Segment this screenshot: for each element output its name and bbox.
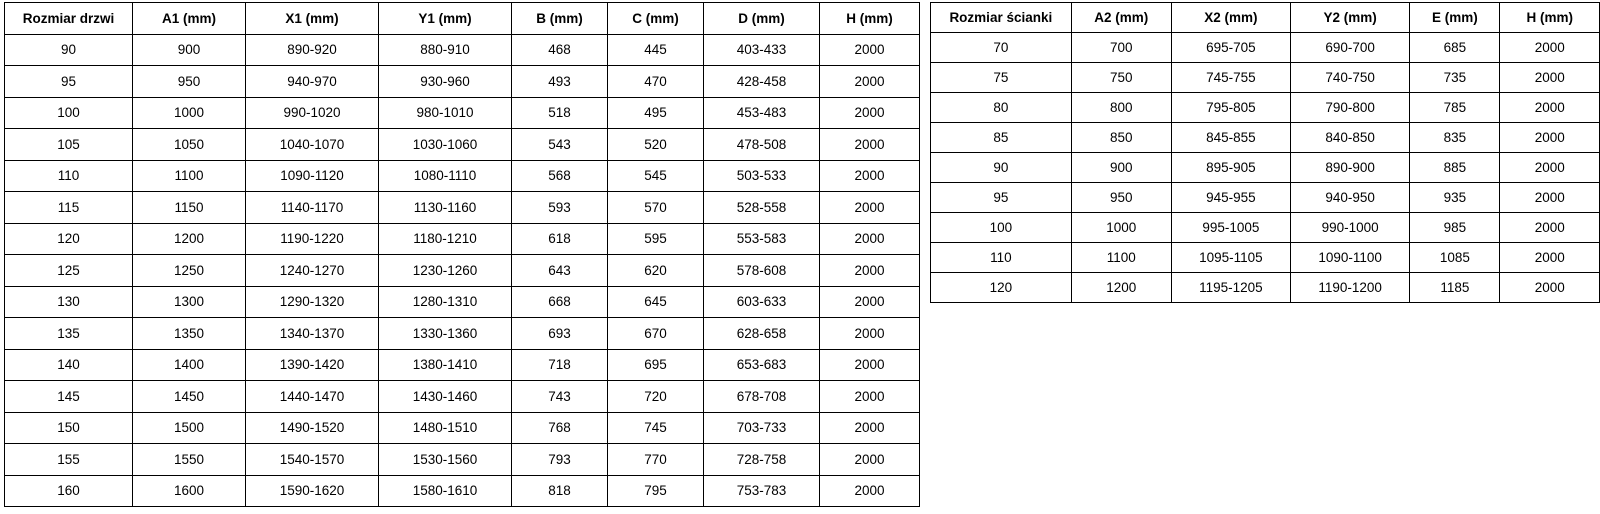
walls-cell: 840-850: [1291, 123, 1410, 153]
doors-cell: 160: [5, 475, 133, 507]
doors-cell: 553-583: [704, 223, 820, 255]
walls-cell: 940-950: [1291, 183, 1410, 213]
table-row: [931, 153, 1600, 183]
walls-cell: 1190-1200: [1291, 273, 1410, 303]
doors-cell: 470: [608, 66, 704, 98]
doors-cell: 900: [133, 34, 246, 66]
doors-cell: 130: [5, 286, 133, 318]
doors-cell: 745: [608, 412, 704, 444]
doors-cell: 645: [608, 286, 704, 318]
doors-cell: 1030-1060: [379, 129, 512, 161]
doors-cell: 593: [512, 192, 608, 224]
doors-cell: 1190-1220: [246, 223, 379, 255]
walls-cell: 685: [1410, 33, 1500, 63]
table-row: [5, 160, 920, 192]
walls-cell: 800: [1071, 93, 1171, 123]
doors-cell: 940-970: [246, 66, 379, 98]
doors-cell: 568: [512, 160, 608, 192]
walls-cell: 745-755: [1171, 63, 1290, 93]
walls-column-header: Rozmiar ścianki: [931, 3, 1072, 33]
doors-cell: 1000: [133, 97, 246, 129]
table-row: [5, 349, 920, 381]
walls-cell: 2000: [1500, 183, 1600, 213]
doors-cell: 1590-1620: [246, 475, 379, 507]
doors-dimensions-table: [4, 2, 920, 507]
doors-column-header: B (mm): [512, 3, 608, 35]
table-row: [931, 273, 1600, 303]
table-row: [5, 475, 920, 507]
walls-cell: 835: [1410, 123, 1500, 153]
table-row: [931, 33, 1600, 63]
doors-cell: 2000: [820, 349, 920, 381]
doors-cell: 2000: [820, 255, 920, 287]
doors-cell: 2000: [820, 318, 920, 350]
doors-cell: 653-683: [704, 349, 820, 381]
walls-cell: 895-905: [1171, 153, 1290, 183]
walls-cell: 735: [1410, 63, 1500, 93]
table-row: [5, 34, 920, 66]
table-row: [5, 318, 920, 350]
doors-column-header: Rozmiar drzwi: [5, 3, 133, 35]
walls-cell: 885: [1410, 153, 1500, 183]
walls-cell: 935: [1410, 183, 1500, 213]
doors-cell: 140: [5, 349, 133, 381]
walls-cell: 990-1000: [1291, 213, 1410, 243]
doors-cell: 95: [5, 66, 133, 98]
doors-cell: 1350: [133, 318, 246, 350]
walls-cell: 690-700: [1291, 33, 1410, 63]
doors-cell: 628-658: [704, 318, 820, 350]
doors-cell: 2000: [820, 66, 920, 98]
walls-cell: 70: [931, 33, 1072, 63]
doors-cell: 1040-1070: [246, 129, 379, 161]
doors-table-header: [5, 3, 920, 35]
doors-cell: 403-433: [704, 34, 820, 66]
table-row: [5, 255, 920, 287]
doors-cell: 445: [608, 34, 704, 66]
doors-cell: 1340-1370: [246, 318, 379, 350]
doors-cell: 1050: [133, 129, 246, 161]
doors-cell: 543: [512, 129, 608, 161]
doors-cell: 1380-1410: [379, 349, 512, 381]
walls-cell: 1100: [1071, 243, 1171, 273]
walls-dimensions-table-container: [930, 2, 1600, 303]
doors-cell: 795: [608, 475, 704, 507]
walls-cell: 1185: [1410, 273, 1500, 303]
doors-cell: 428-458: [704, 66, 820, 98]
doors-cell: 493: [512, 66, 608, 98]
doors-cell: 693: [512, 318, 608, 350]
doors-cell: 990-1020: [246, 97, 379, 129]
doors-cell: 950: [133, 66, 246, 98]
walls-cell: 100: [931, 213, 1072, 243]
walls-cell: 890-900: [1291, 153, 1410, 183]
doors-cell: 1490-1520: [246, 412, 379, 444]
doors-cell: 890-920: [246, 34, 379, 66]
walls-cell: 95: [931, 183, 1072, 213]
walls-cell: 2000: [1500, 63, 1600, 93]
walls-cell: 90: [931, 153, 1072, 183]
doors-cell: 2000: [820, 223, 920, 255]
table-header-row: [931, 3, 1600, 33]
table-row: [931, 183, 1600, 213]
doors-cell: 545: [608, 160, 704, 192]
doors-cell: 2000: [820, 412, 920, 444]
walls-cell: 945-955: [1171, 183, 1290, 213]
walls-cell: 850: [1071, 123, 1171, 153]
doors-cell: 1240-1270: [246, 255, 379, 287]
doors-cell: 930-960: [379, 66, 512, 98]
walls-cell: 1095-1105: [1171, 243, 1290, 273]
doors-cell: 105: [5, 129, 133, 161]
doors-cell: 1430-1460: [379, 381, 512, 413]
walls-cell: 1195-1205: [1171, 273, 1290, 303]
walls-cell: 1085: [1410, 243, 1500, 273]
doors-table-body: [5, 34, 920, 507]
doors-cell: 1150: [133, 192, 246, 224]
doors-cell: 120: [5, 223, 133, 255]
doors-cell: 703-733: [704, 412, 820, 444]
doors-cell: 770: [608, 444, 704, 476]
doors-cell: 1540-1570: [246, 444, 379, 476]
walls-cell: 950: [1071, 183, 1171, 213]
walls-cell: 2000: [1500, 273, 1600, 303]
table-row: [931, 123, 1600, 153]
table-header-row: [5, 3, 920, 35]
doors-cell: 668: [512, 286, 608, 318]
walls-table-header: [931, 3, 1600, 33]
doors-cell: 520: [608, 129, 704, 161]
doors-cell: 1440-1470: [246, 381, 379, 413]
table-row: [5, 97, 920, 129]
walls-cell: 795-805: [1171, 93, 1290, 123]
doors-cell: 620: [608, 255, 704, 287]
table-row: [5, 381, 920, 413]
doors-cell: 2000: [820, 129, 920, 161]
doors-cell: 595: [608, 223, 704, 255]
doors-cell: 1250: [133, 255, 246, 287]
walls-cell: 75: [931, 63, 1072, 93]
doors-column-header: C (mm): [608, 3, 704, 35]
doors-cell: 643: [512, 255, 608, 287]
doors-cell: 468: [512, 34, 608, 66]
walls-cell: 2000: [1500, 123, 1600, 153]
table-row: [931, 243, 1600, 273]
table-row: [931, 63, 1600, 93]
doors-cell: 1480-1510: [379, 412, 512, 444]
doors-cell: 2000: [820, 160, 920, 192]
doors-cell: 618: [512, 223, 608, 255]
doors-cell: 1090-1120: [246, 160, 379, 192]
doors-cell: 980-1010: [379, 97, 512, 129]
doors-cell: 453-483: [704, 97, 820, 129]
doors-cell: 818: [512, 475, 608, 507]
doors-column-header: Y1 (mm): [379, 3, 512, 35]
doors-cell: 1450: [133, 381, 246, 413]
walls-cell: 85: [931, 123, 1072, 153]
walls-column-header: H (mm): [1500, 3, 1600, 33]
doors-cell: 728-758: [704, 444, 820, 476]
walls-cell: 1090-1100: [1291, 243, 1410, 273]
walls-cell: 2000: [1500, 243, 1600, 273]
doors-cell: 753-783: [704, 475, 820, 507]
walls-column-header: Y2 (mm): [1291, 3, 1410, 33]
doors-cell: 695: [608, 349, 704, 381]
doors-cell: 135: [5, 318, 133, 350]
doors-cell: 528-558: [704, 192, 820, 224]
doors-cell: 1290-1320: [246, 286, 379, 318]
doors-cell: 1200: [133, 223, 246, 255]
table-row: [931, 213, 1600, 243]
doors-cell: 1300: [133, 286, 246, 318]
doors-cell: 100: [5, 97, 133, 129]
doors-cell: 1230-1260: [379, 255, 512, 287]
walls-cell: 740-750: [1291, 63, 1410, 93]
walls-cell: 985: [1410, 213, 1500, 243]
doors-cell: 1280-1310: [379, 286, 512, 318]
doors-cell: 603-633: [704, 286, 820, 318]
walls-cell: 2000: [1500, 213, 1600, 243]
doors-cell: 1500: [133, 412, 246, 444]
doors-cell: 718: [512, 349, 608, 381]
walls-cell: 2000: [1500, 33, 1600, 63]
table-row: [5, 129, 920, 161]
walls-cell: 785: [1410, 93, 1500, 123]
doors-column-header: A1 (mm): [133, 3, 246, 35]
walls-cell: 110: [931, 243, 1072, 273]
walls-cell: 790-800: [1291, 93, 1410, 123]
doors-cell: 880-910: [379, 34, 512, 66]
doors-cell: 1180-1210: [379, 223, 512, 255]
doors-cell: 2000: [820, 381, 920, 413]
doors-cell: 570: [608, 192, 704, 224]
doors-cell: 145: [5, 381, 133, 413]
walls-cell: 2000: [1500, 93, 1600, 123]
doors-cell: 1100: [133, 160, 246, 192]
table-row: [5, 444, 920, 476]
doors-cell: 2000: [820, 444, 920, 476]
walls-cell: 120: [931, 273, 1072, 303]
walls-cell: 845-855: [1171, 123, 1290, 153]
doors-column-header: X1 (mm): [246, 3, 379, 35]
doors-cell: 1130-1160: [379, 192, 512, 224]
walls-cell: 700: [1071, 33, 1171, 63]
doors-cell: 125: [5, 255, 133, 287]
doors-cell: 478-508: [704, 129, 820, 161]
doors-cell: 115: [5, 192, 133, 224]
doors-dimensions-table-container: [4, 2, 920, 507]
doors-cell: 2000: [820, 192, 920, 224]
doors-cell: 1080-1110: [379, 160, 512, 192]
walls-table-body: [931, 33, 1600, 303]
doors-cell: 2000: [820, 475, 920, 507]
doors-cell: 110: [5, 160, 133, 192]
doors-cell: 678-708: [704, 381, 820, 413]
doors-cell: 1330-1360: [379, 318, 512, 350]
walls-column-header: E (mm): [1410, 3, 1500, 33]
doors-cell: 1580-1610: [379, 475, 512, 507]
table-row: [5, 66, 920, 98]
doors-cell: 768: [512, 412, 608, 444]
doors-cell: 2000: [820, 34, 920, 66]
walls-cell: 695-705: [1171, 33, 1290, 63]
doors-cell: 670: [608, 318, 704, 350]
doors-cell: 495: [608, 97, 704, 129]
walls-column-header: X2 (mm): [1171, 3, 1290, 33]
doors-cell: 1550: [133, 444, 246, 476]
table-row: [5, 192, 920, 224]
walls-cell: 750: [1071, 63, 1171, 93]
doors-cell: 578-608: [704, 255, 820, 287]
walls-cell: 80: [931, 93, 1072, 123]
table-row: [931, 93, 1600, 123]
doors-cell: 720: [608, 381, 704, 413]
doors-cell: 1600: [133, 475, 246, 507]
table-row: [5, 412, 920, 444]
walls-cell: 900: [1071, 153, 1171, 183]
walls-dimensions-table: [930, 2, 1600, 303]
doors-cell: 90: [5, 34, 133, 66]
doors-column-header: D (mm): [704, 3, 820, 35]
walls-cell: 995-1005: [1171, 213, 1290, 243]
doors-cell: 2000: [820, 97, 920, 129]
doors-cell: 1530-1560: [379, 444, 512, 476]
doors-column-header: H (mm): [820, 3, 920, 35]
doors-cell: 503-533: [704, 160, 820, 192]
doors-cell: 2000: [820, 286, 920, 318]
walls-cell: 1000: [1071, 213, 1171, 243]
doors-cell: 743: [512, 381, 608, 413]
walls-column-header: A2 (mm): [1071, 3, 1171, 33]
doors-cell: 518: [512, 97, 608, 129]
doors-cell: 150: [5, 412, 133, 444]
doors-cell: 793: [512, 444, 608, 476]
walls-cell: 2000: [1500, 153, 1600, 183]
doors-cell: 1140-1170: [246, 192, 379, 224]
table-row: [5, 286, 920, 318]
table-row: [5, 223, 920, 255]
doors-cell: 155: [5, 444, 133, 476]
walls-cell: 1200: [1071, 273, 1171, 303]
doors-cell: 1390-1420: [246, 349, 379, 381]
doors-cell: 1400: [133, 349, 246, 381]
